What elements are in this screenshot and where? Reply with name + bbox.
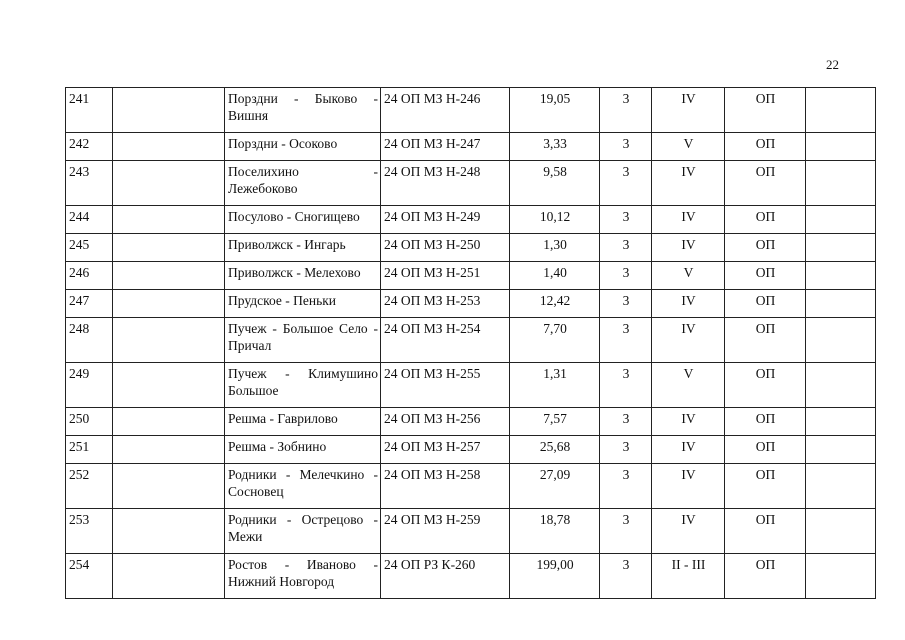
road-name: Пучеж - Климушино Большое: [225, 363, 381, 408]
road-code: 24 ОП МЗ Н-248: [381, 161, 510, 206]
road-length: 7,57: [510, 408, 600, 436]
row-number: 249: [66, 363, 113, 408]
road-code: 24 ОП МЗ Н-254: [381, 318, 510, 363]
row-number: 248: [66, 318, 113, 363]
road-name: Прудское - Пеньки: [225, 290, 381, 318]
lanes-count: 3: [600, 509, 652, 554]
blank-cell: [806, 408, 876, 436]
lanes-count: 3: [600, 262, 652, 290]
blank-cell: [113, 161, 225, 206]
blank-cell: [806, 88, 876, 133]
blank-cell: [806, 436, 876, 464]
road-category: V: [652, 133, 725, 161]
row-number: 253: [66, 509, 113, 554]
blank-cell: [113, 408, 225, 436]
road-category: IV: [652, 318, 725, 363]
lanes-count: 3: [600, 363, 652, 408]
blank-cell: [113, 262, 225, 290]
road-name: Порздни - Осоково: [225, 133, 381, 161]
table-row: [66, 464, 876, 509]
table-row: [66, 133, 876, 161]
blank-cell: [113, 554, 225, 599]
row-number: 252: [66, 464, 113, 509]
lanes-count: 3: [600, 554, 652, 599]
road-name: Пучеж - Большое Село - Причал: [225, 318, 381, 363]
blank-cell: [113, 234, 225, 262]
road-category: IV: [652, 509, 725, 554]
blank-cell: [806, 206, 876, 234]
lanes-count: 3: [600, 290, 652, 318]
road-category: IV: [652, 234, 725, 262]
road-significance: ОП: [725, 363, 806, 408]
lanes-count: 3: [600, 88, 652, 133]
lanes-count: 3: [600, 133, 652, 161]
road-length: 1,40: [510, 262, 600, 290]
row-number: 244: [66, 206, 113, 234]
blank-cell: [113, 206, 225, 234]
row-number: 254: [66, 554, 113, 599]
table-row: [66, 554, 876, 599]
road-length: 25,68: [510, 436, 600, 464]
road-name: Приволжск - Мелехово: [225, 262, 381, 290]
blank-cell: [113, 318, 225, 363]
lanes-count: 3: [600, 436, 652, 464]
road-category: IV: [652, 206, 725, 234]
road-length: 1,30: [510, 234, 600, 262]
road-significance: ОП: [725, 88, 806, 133]
blank-cell: [113, 436, 225, 464]
road-significance: ОП: [725, 206, 806, 234]
road-name: Порздни - Быково - Вишня: [225, 88, 381, 133]
table-row: [66, 206, 876, 234]
road-significance: ОП: [725, 464, 806, 509]
table-row: [66, 234, 876, 262]
road-code: 24 ОП МЗ Н-257: [381, 436, 510, 464]
road-length: 27,09: [510, 464, 600, 509]
road-name: Решма - Зобнино: [225, 436, 381, 464]
road-significance: ОП: [725, 234, 806, 262]
road-significance: ОП: [725, 509, 806, 554]
road-code: 24 ОП МЗ Н-258: [381, 464, 510, 509]
road-code: 24 ОП РЗ К-260: [381, 554, 510, 599]
road-code: 24 ОП МЗ Н-259: [381, 509, 510, 554]
row-number: 241: [66, 88, 113, 133]
road-category: IV: [652, 88, 725, 133]
row-number: 247: [66, 290, 113, 318]
blank-cell: [113, 133, 225, 161]
road-name: Ростов - Иваново - Нижний Новгород: [225, 554, 381, 599]
road-significance: ОП: [725, 161, 806, 206]
roads-table: [65, 87, 876, 599]
road-code: 24 ОП МЗ Н-250: [381, 234, 510, 262]
lanes-count: 3: [600, 318, 652, 363]
road-category: V: [652, 363, 725, 408]
road-code: 24 ОП МЗ Н-255: [381, 363, 510, 408]
row-number: 242: [66, 133, 113, 161]
table-row: [66, 436, 876, 464]
table-row: [66, 262, 876, 290]
blank-cell: [806, 262, 876, 290]
road-length: 9,58: [510, 161, 600, 206]
road-length: 10,12: [510, 206, 600, 234]
table-row: [66, 318, 876, 363]
road-name: Родники - Мелечкино - Сосновец: [225, 464, 381, 509]
road-length: 1,31: [510, 363, 600, 408]
blank-cell: [806, 290, 876, 318]
road-significance: ОП: [725, 408, 806, 436]
road-length: 7,70: [510, 318, 600, 363]
road-length: 12,42: [510, 290, 600, 318]
blank-cell: [806, 161, 876, 206]
road-code: 24 ОП МЗ Н-249: [381, 206, 510, 234]
road-code: 24 ОП МЗ Н-256: [381, 408, 510, 436]
road-category: IV: [652, 161, 725, 206]
road-length: 18,78: [510, 509, 600, 554]
road-category: IV: [652, 464, 725, 509]
road-category: IV: [652, 436, 725, 464]
row-number: 245: [66, 234, 113, 262]
road-code: 24 ОП МЗ Н-247: [381, 133, 510, 161]
road-significance: ОП: [725, 554, 806, 599]
road-category: II - III: [652, 554, 725, 599]
road-name: Поселихино - Лежебоково: [225, 161, 381, 206]
road-category: IV: [652, 408, 725, 436]
road-name: Решма - Гаврилово: [225, 408, 381, 436]
table-row: [66, 363, 876, 408]
blank-cell: [806, 318, 876, 363]
blank-cell: [806, 363, 876, 408]
table-row: [66, 88, 876, 133]
page-number: 22: [826, 57, 839, 72]
road-code: 24 ОП МЗ Н-251: [381, 262, 510, 290]
blank-cell: [113, 363, 225, 408]
road-significance: ОП: [725, 318, 806, 363]
road-length: 19,05: [510, 88, 600, 133]
blank-cell: [113, 464, 225, 509]
blank-cell: [806, 464, 876, 509]
road-length: 199,00: [510, 554, 600, 599]
lanes-count: 3: [600, 206, 652, 234]
road-name: Родники - Острецово - Межи: [225, 509, 381, 554]
table-row: [66, 509, 876, 554]
road-length: 3,33: [510, 133, 600, 161]
road-code: 24 ОП МЗ Н-246: [381, 88, 510, 133]
road-significance: ОП: [725, 133, 806, 161]
row-number: 243: [66, 161, 113, 206]
road-significance: ОП: [725, 262, 806, 290]
blank-cell: [806, 554, 876, 599]
lanes-count: 3: [600, 234, 652, 262]
blank-cell: [806, 133, 876, 161]
blank-cell: [113, 509, 225, 554]
table-row: [66, 290, 876, 318]
blank-cell: [113, 88, 225, 133]
lanes-count: 3: [600, 464, 652, 509]
blank-cell: [806, 509, 876, 554]
table-row: [66, 161, 876, 206]
row-number: 251: [66, 436, 113, 464]
road-name: Посулово - Сногищево: [225, 206, 381, 234]
lanes-count: 3: [600, 408, 652, 436]
road-significance: ОП: [725, 290, 806, 318]
blank-cell: [806, 234, 876, 262]
row-number: 250: [66, 408, 113, 436]
road-significance: ОП: [725, 436, 806, 464]
road-name: Приволжск - Ингарь: [225, 234, 381, 262]
lanes-count: 3: [600, 161, 652, 206]
row-number: 246: [66, 262, 113, 290]
road-category: IV: [652, 290, 725, 318]
blank-cell: [113, 290, 225, 318]
road-code: 24 ОП МЗ Н-253: [381, 290, 510, 318]
table-row: [66, 408, 876, 436]
road-category: V: [652, 262, 725, 290]
